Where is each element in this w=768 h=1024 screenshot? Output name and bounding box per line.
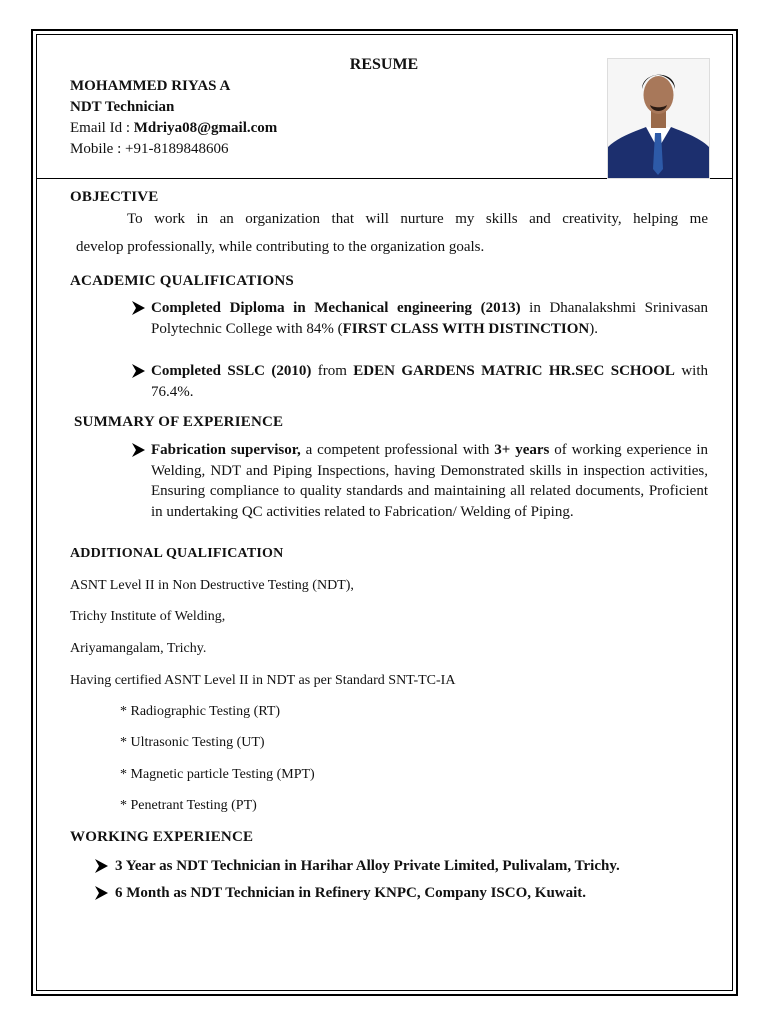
additional-line-2: Trichy Institute of Welding, bbox=[70, 609, 226, 624]
arrow-bullet-icon bbox=[130, 300, 148, 316]
additional-line-1: ASNT Level II in Non Destructive Testing (NDT), bbox=[70, 578, 354, 593]
summary-role: Fabrication supervisor, bbox=[151, 442, 301, 458]
candidate-name: MOHAMMED RIYAS A bbox=[70, 78, 231, 94]
summary-text-1: a competent professional with bbox=[300, 442, 495, 458]
sslc-school: EDEN GARDENS MATRIC HR.SEC SCHOOL bbox=[353, 363, 675, 379]
work-item bbox=[93, 856, 620, 877]
work-item bbox=[93, 883, 586, 904]
diploma-detail: in Dhanalakshmi Srinivasan Polytechnic College with 84% ( bbox=[151, 300, 709, 337]
summary-years: 3+ years bbox=[494, 442, 550, 458]
additional-line-4: Having certified ASNT Level II in NDT as per Standard SNT-TC-IA bbox=[70, 673, 456, 688]
person-silhouette-icon bbox=[608, 59, 709, 178]
email-label: Email Id : bbox=[70, 120, 134, 136]
diploma-grade: FIRST CLASS WITH DISTINCTION bbox=[342, 320, 590, 337]
mobile-line: Mobile : +91-8189848606 bbox=[70, 141, 229, 157]
sslc-title: Completed SSLC (2010) bbox=[151, 363, 312, 379]
sslc-score: with 76.4%. bbox=[151, 363, 708, 400]
test-item: * Ultrasonic Testing (UT) bbox=[120, 735, 265, 750]
test-item: * Magnetic particle Testing (MPT) bbox=[120, 767, 315, 782]
objective-line-1: To work in an organization that will nurture my skills and creativity, helping me bbox=[127, 211, 708, 227]
arrow-bullet-icon bbox=[93, 885, 111, 901]
email-line bbox=[70, 120, 277, 137]
summary-heading: SUMMARY OF EXPERIENCE bbox=[74, 414, 284, 430]
candidate-role: NDT Technician bbox=[70, 99, 175, 115]
summary-item bbox=[130, 440, 708, 522]
academic-heading: ACADEMIC QUALIFICATIONS bbox=[70, 273, 294, 289]
test-item: * Penetrant Testing (PT) bbox=[120, 798, 257, 813]
diploma-title: Completed Diploma in Mechanical engineering (2013) bbox=[151, 300, 521, 316]
diploma-end: ). bbox=[589, 320, 599, 337]
work-item-text: 6 Month as NDT Technician in Refinery KNPC, Company ISCO, Kuwait. bbox=[115, 885, 587, 901]
email-value: Mdriya08@gmail.com bbox=[133, 120, 278, 136]
objective-line-2: develop professionally, while contributing to the organization goals. bbox=[76, 239, 485, 255]
arrow-bullet-icon bbox=[93, 858, 111, 874]
academic-item-sslc bbox=[130, 361, 708, 402]
additional-heading: ADDITIONAL QUALIFICATION bbox=[70, 546, 284, 561]
objective-heading: OBJECTIVE bbox=[70, 189, 159, 205]
resume-title: RESUME bbox=[349, 56, 419, 73]
arrow-bullet-icon bbox=[130, 442, 148, 458]
profile-photo bbox=[607, 58, 710, 179]
work-item-text: 3 Year as NDT Technician in Harihar Alloy Private Limited, Pulivalam, Trichy. bbox=[115, 858, 620, 874]
test-item: * Radiographic Testing (RT) bbox=[120, 704, 281, 719]
arrow-bullet-icon bbox=[130, 363, 148, 379]
sslc-from: from bbox=[311, 363, 354, 379]
academic-item-diploma bbox=[130, 298, 708, 339]
working-heading: WORKING EXPERIENCE bbox=[70, 829, 254, 845]
summary-text-2: of working experience in Welding, NDT and Piping Inspections, having Demonstrated skills in inspection activities, Ensuring compliance to quality standards and maintaining all related documents, Proficient in undertaking QC activities related to Fabrication/ Welding of Piping. bbox=[151, 442, 709, 520]
additional-line-3: Ariyamangalam, Trichy. bbox=[70, 641, 207, 656]
